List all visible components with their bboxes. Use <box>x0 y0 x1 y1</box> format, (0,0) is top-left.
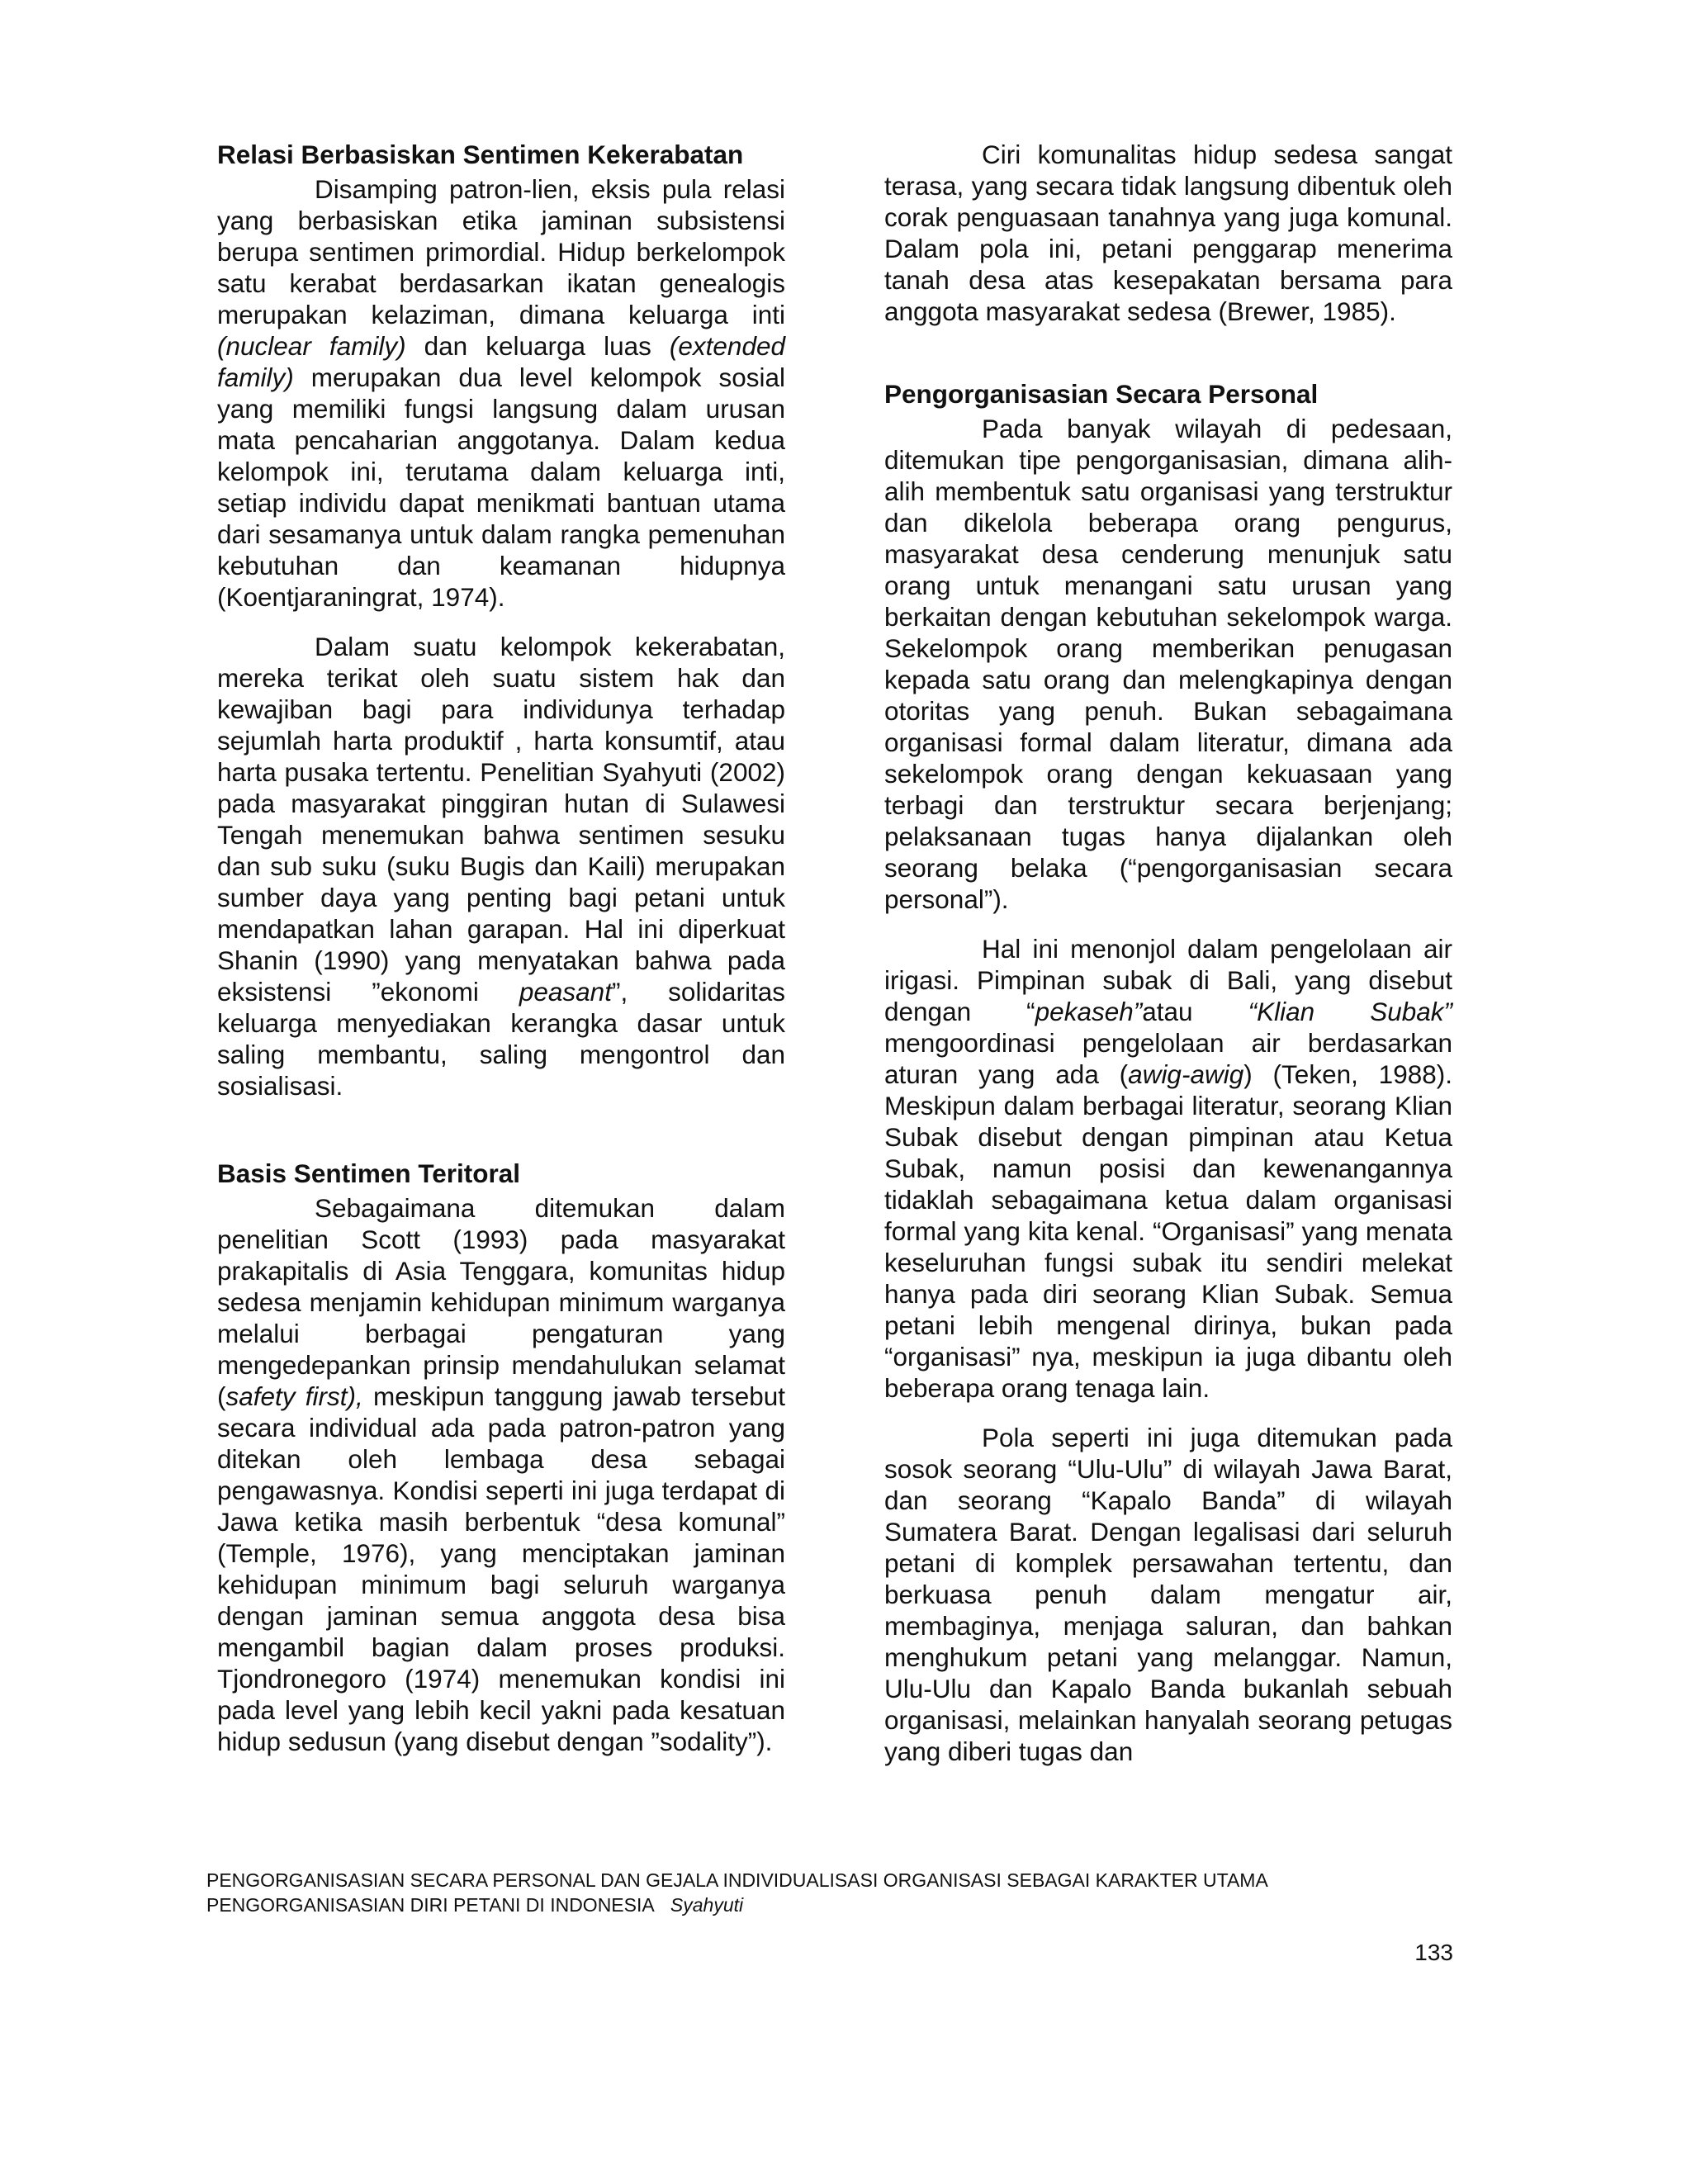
paragraph-kekerabatan-1 <box>217 173 785 613</box>
italic-term: awig-awig <box>1128 1059 1244 1089</box>
text-run: dan keluarga luas <box>405 331 670 361</box>
page-number: 133 <box>1414 1940 1453 1965</box>
text-run: atau <box>1142 997 1248 1026</box>
italic-term: (extended family) <box>217 331 785 392</box>
section-gap <box>217 1120 785 1158</box>
paragraph-personal-3: Pola seperti ini juga ditemukan pada sosok seorang “Ulu-Ulu” di wilayah Jawa Barat, dan seorang “Kapalo Banda” di wilayah Sumatera Barat. Dengan legalisasi dari seluruh petani di komplek persawahan tertentu, dan berkuasa penuh dalam mengatur air, membaginya, menjaga saluran, dan bahkan menghukum petani yang melanggar. Namun, Ulu-Ulu dan Kapalo Banda bukanlah sebuah organisasi, melainkan hanyalah seorang petugas yang diberi tugas dan <box>884 1423 1452 1766</box>
left-column <box>217 139 785 1775</box>
text-run: Dalam suatu kelompok kekerabatan, mereka terikat oleh suatu sistem hak dan kewajiban bagi para individunya terhadap sejumlah harta produktif , harta konsumtif, atau harta pusaka tertentu. Penelitian Syahyuti (2002) pada masyarakat pinggiran hutan di Sulawesi Tengah menemukan bahwa sentimen sesuku dan sub suku (suku Bugis dan Kaili) merupakan sumber daya yang penting bagi petani untuk mendapatkan lahan garapan. Hal ini diperkuat Shanin (1990) yang menyatakan bahwa pada eksistensi ”ekonomi <box>217 632 785 1007</box>
text-run: Disamping patron-lien, eksis pula relasi yang berbasiskan etika jaminan subsistensi berupa sentimen primordial. Hidup berkelompok satu kerabat berdasarkan ikatan genealogis merupakan kelaziman, dimana keluarga inti <box>217 174 785 329</box>
paragraph-kekerabatan-2 <box>217 631 785 1101</box>
section-heading-personal: Pengorganisasian Secara Personal <box>884 379 1319 409</box>
text-run: merupakan dua level kelompok sosial yang memiliki fungsi langsung dalam urusan mata pencaharian anggotanya. Dalam kedua kelompok ini, terutama dalam keluarga inti, setiap individu dapat menikmati bantuan utama dari sesamanya untuk dalam rangka pemenuhan kebutuhan dan keamanan hidupnya (Koentjaraningrat, 1974). <box>217 362 785 612</box>
text-run: ”, solidaritas keluarga menyediakan kerangka dasar untuk saling membantu, saling mengontrol dan sosialisasi. <box>217 977 785 1101</box>
right-column <box>884 139 1452 1785</box>
text-run: meskipun tanggung jawab tersebut secara individual ada pada patron-patron yang ditekan oleh lembaga desa sebagai pengawasnya. Kondisi seperti ini juga terdapat di Jawa ketika masih berbentuk “desa komunal” (Temple, 1976), yang menciptakan jaminan kehidupan minimum bagi seluruh warganya dengan jaminan semua anggota desa bisa mengambil bagian dalam proses produksi. Tjondronegoro (1974) menemukan kondisi ini pada level yang lebih kecil yakni pada kesatuan hidup sedusun (yang disebut dengan ”sodality”). <box>217 1381 786 1756</box>
section-heading-teritoral: Basis Sentimen Teritoral <box>217 1158 521 1188</box>
italic-term: peasant <box>519 977 612 1007</box>
footer-title-line-2 <box>206 1893 1461 1917</box>
footer-author: Syahyuti <box>670 1894 744 1916</box>
paragraph-komunalitas: Ciri komunalitas hidup sedesa sangat terasa, yang secara tidak langsung dibentuk oleh corak penguasaan tanahnya yang juga komunal. Dalam pola ini, petani penggarap menerima tanah desa atas kesepakatan bersama para anggota masyarakat sedesa (Brewer, 1985). <box>884 140 1452 326</box>
paragraph-personal-1: Pada banyak wilayah di pedesaan, ditemukan tipe pengorganisasian, dimana alih-alih membentuk satu organisasi yang terstruktur dan dikelola beberapa orang pengurus, masyarakat desa cenderung menunjuk satu orang untuk menangani satu urusan yang berkaitan dengan kebutuhan sekelompok warga. Sekelompok orang memberikan penugasan kepada satu orang dan melengkapinya dengan otoritas yang penuh. Bukan sebagaimana organisasi formal dalam literatur, dimana ada sekelompok orang dengan kekuasaan yang terbagi dan terstruktur secara berjenjang; pelaksanaan tugas hanya dijalankan oleh seorang belaka (“pengorganisasian secara personal”). <box>884 414 1452 914</box>
italic-term: “Klian Subak” <box>1248 997 1452 1026</box>
paragraph-teritoral-1 <box>217 1192 785 1757</box>
italic-term: pekaseh” <box>1035 997 1143 1026</box>
italic-term: (nuclear family) <box>217 331 406 361</box>
text-run: mengoordinasi pengelolaan air berdasarkan aturan yang ada ( <box>884 1028 1452 1089</box>
text-run: Sebagaimana ditemukan dalam penelitian Scott (1993) pada masyarakat prakapitalis di Asia Tenggara, komunitas hidup sedesa menjamin kehidupan minimum warganya melalui berbagai pengaturan yang mengedepankan prinsip mendahulukan selamat ( <box>217 1193 785 1411</box>
text-run: ) (Teken, 1988). Meskipun dalam berbagai literatur, seorang Klian Subak disebut dengan pimpinan atau Ketua Subak, namun posisi dan kewenangannya tidaklah sebagaimana ketua dalam organisasi formal yang kita kenal. “Organisasi” yang menata keseluruhan fungsi subak itu sendiri melekat hanya pada diri seorang Klian Subak. Semua petani lebih mengenal dirinya, bukan pada “organisasi” nya, meskipun ia juga dibantu oleh beberapa orang tenaga lain. <box>884 1059 1452 1403</box>
text-run: Hal ini menonjol dalam pengelolaan air irigasi. Pimpinan subak di Bali, yang disebut dengan “ <box>884 934 1452 1026</box>
section-gap <box>884 345 1452 378</box>
section-heading-kekerabatan: Relasi Berbasiskan Sentimen Kekerabatan <box>217 140 744 169</box>
italic-term: safety first), <box>225 1381 363 1411</box>
paragraph-personal-2 <box>884 933 1452 1404</box>
footer-title-line-1: PENGORGANISASIAN SECARA PERSONAL DAN GEJALA INDIVIDUALISASI ORGANISASI SEBAGAI KARAKTER UTAMA <box>206 1869 1268 1891</box>
footer-title-text: PENGORGANISASIAN DIRI PETANI DI INDONESIA <box>206 1894 655 1916</box>
running-footer <box>206 1868 1461 1917</box>
